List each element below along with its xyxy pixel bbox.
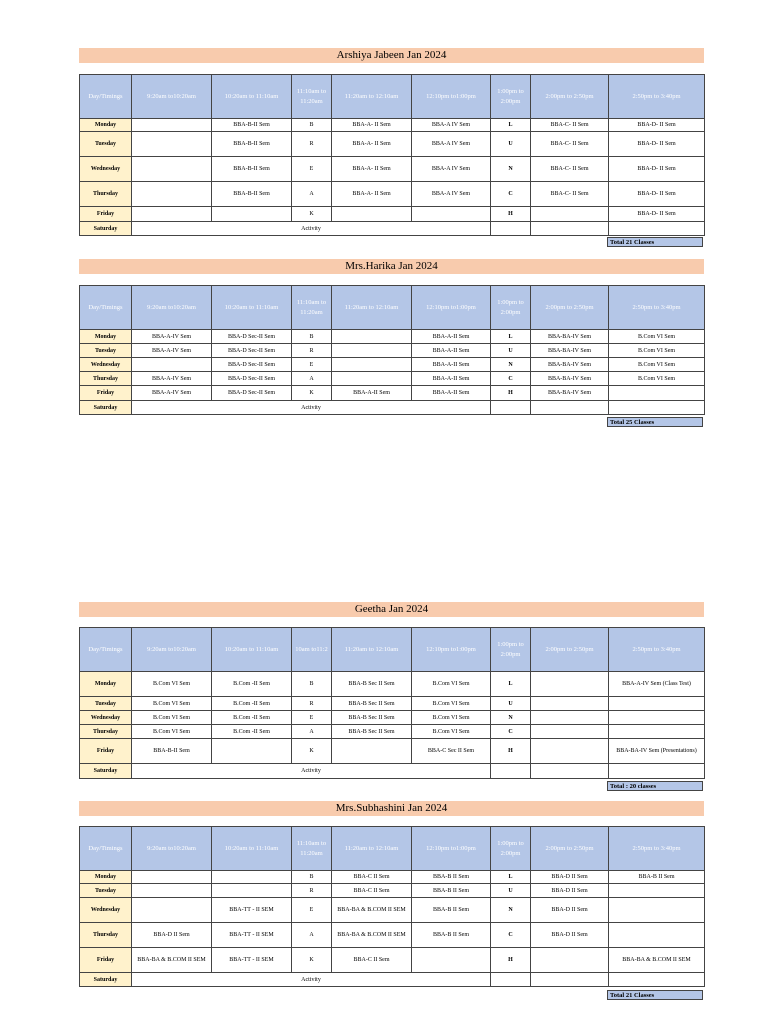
break-cell: A (292, 182, 332, 207)
class-cell (609, 725, 705, 739)
total-classes: Total 21 Classes (607, 990, 703, 1000)
class-cell: BBA-BA & B.COM II SEM (132, 948, 212, 973)
table-row (80, 401, 705, 415)
timetable-title: Mrs.Subhashini Jan 2024 (79, 801, 704, 816)
lunch-cell: C (491, 923, 531, 948)
class-cell (132, 132, 212, 157)
class-cell (531, 973, 609, 987)
class-cell (132, 182, 212, 207)
class-cell (412, 948, 491, 973)
class-cell (332, 372, 412, 386)
class-cell: BBA-A-IV Sem (132, 330, 212, 344)
class-cell (332, 739, 412, 764)
class-cell: BBA-C- II Sem (531, 119, 609, 132)
class-cell (212, 871, 292, 884)
class-cell: BBA-B II Sem (412, 923, 491, 948)
header-cell: 2:00pm to 2:50pm (531, 827, 609, 871)
class-cell: B.Com VI Sem (609, 344, 705, 358)
day-cell: Wednesday (80, 157, 132, 182)
class-cell (531, 739, 609, 764)
timetable-grid (79, 826, 705, 987)
lunch-cell: U (491, 344, 531, 358)
class-cell: BBA-D Sec-II Sem (212, 344, 292, 358)
lunch-cell: U (491, 697, 531, 711)
class-cell (212, 884, 292, 898)
class-cell (132, 884, 212, 898)
header-cell: 12:10pm to1:00pm (412, 827, 491, 871)
break-cell: E (292, 358, 332, 372)
class-cell (531, 948, 609, 973)
class-cell (332, 344, 412, 358)
header-cell: 11:20am to 12:10am (332, 628, 412, 672)
header-cell: Day/Timings (80, 286, 132, 330)
table-row (80, 884, 705, 898)
day-cell: Monday (80, 871, 132, 884)
class-cell: BBA-BA-IV Sem (531, 358, 609, 372)
class-cell: BBA-B II Sem (412, 898, 491, 923)
class-cell: BBA-D II Sem (531, 871, 609, 884)
timetable-title: Arshiya Jabeen Jan 2024 (79, 48, 704, 63)
class-cell: BBA-C Sec II Sem (412, 739, 491, 764)
class-cell: B.Com VI Sem (609, 330, 705, 344)
class-cell: BBA-A-IV Sem (132, 372, 212, 386)
class-cell: BBA-A IV Sem (412, 182, 491, 207)
class-cell: B.Com VI Sem (412, 725, 491, 739)
day-cell: Thursday (80, 372, 132, 386)
table-row (80, 871, 705, 884)
day-cell: Saturday (80, 973, 132, 987)
table-row (80, 711, 705, 725)
lunch-cell: L (491, 119, 531, 132)
header-row (80, 827, 705, 871)
lunch-cell: N (491, 358, 531, 372)
class-cell (531, 222, 609, 236)
header-cell: Day/Timings (80, 75, 132, 119)
break-cell: K (292, 386, 332, 401)
day-cell: Wednesday (80, 898, 132, 923)
table-row (80, 344, 705, 358)
class-cell: BBA-TT - II SEM (212, 898, 292, 923)
break-cell: K (292, 948, 332, 973)
class-cell (531, 697, 609, 711)
table-row (80, 764, 705, 779)
day-cell: Tuesday (80, 132, 132, 157)
header-cell: 1:00pm to 2:00pm (491, 75, 531, 119)
total-classes: Total 21 Classes (607, 237, 703, 247)
total-classes: Total : 20 classes (607, 781, 703, 791)
class-cell: B.Com VI Sem (609, 358, 705, 372)
break-cell: R (292, 884, 332, 898)
class-cell (332, 207, 412, 222)
break-cell: K (292, 739, 332, 764)
break-cell: E (292, 157, 332, 182)
header-cell: 10am to11:2 (292, 628, 332, 672)
class-cell: BBA-A-IV Sem (132, 344, 212, 358)
table-row (80, 222, 705, 236)
table-row (80, 182, 705, 207)
class-cell (609, 711, 705, 725)
class-cell: BBA-D- II Sem (609, 132, 705, 157)
class-cell (332, 358, 412, 372)
class-cell: BBA-B Sec II Sem (332, 711, 412, 725)
header-cell: 12:10pm to1:00pm (412, 286, 491, 330)
header-cell: 11:10am to 11:20am (292, 75, 332, 119)
class-cell: B.Com VI Sem (412, 711, 491, 725)
class-cell (609, 898, 705, 923)
class-cell: BBA-A- II Sem (332, 119, 412, 132)
header-cell: 2:00pm to 2:50pm (531, 286, 609, 330)
class-cell: BBA-C- II Sem (531, 182, 609, 207)
header-cell: Day/Timings (80, 827, 132, 871)
activity-cell: Activity (132, 764, 491, 779)
day-cell: Friday (80, 386, 132, 401)
class-cell: BBA-C II Sem (332, 884, 412, 898)
class-cell (531, 207, 609, 222)
class-cell (332, 330, 412, 344)
class-cell: BBA-B II Sem (609, 871, 705, 884)
lunch-cell: L (491, 330, 531, 344)
class-cell (212, 739, 292, 764)
day-cell: Monday (80, 330, 132, 344)
lunch-cell: H (491, 207, 531, 222)
break-cell: R (292, 132, 332, 157)
day-cell: Friday (80, 948, 132, 973)
lunch-cell: C (491, 182, 531, 207)
class-cell (609, 923, 705, 948)
table-row (80, 330, 705, 344)
break-cell: B (292, 672, 332, 697)
class-cell (531, 401, 609, 415)
lunch-cell: H (491, 386, 531, 401)
class-cell: BBA-BA & B.COM II SEM (332, 898, 412, 923)
class-cell: B.Com -II Sem (212, 725, 292, 739)
class-cell: BBA-TT - II SEM (212, 948, 292, 973)
header-cell: 2:00pm to 2:50pm (531, 628, 609, 672)
day-cell: Wednesday (80, 711, 132, 725)
class-cell (132, 207, 212, 222)
class-cell: BBA-A- II Sem (332, 157, 412, 182)
class-cell: BBA-B-II Sem (212, 157, 292, 182)
class-cell: B.Com -II Sem (212, 697, 292, 711)
header-cell: 11:20am to 12:10am (332, 75, 412, 119)
lunch-cell: C (491, 372, 531, 386)
class-cell: BBA-A IV Sem (412, 119, 491, 132)
table-row (80, 207, 705, 222)
header-row (80, 628, 705, 672)
day-cell: Thursday (80, 725, 132, 739)
day-cell: Wednesday (80, 358, 132, 372)
table-row (80, 132, 705, 157)
lunch-cell: L (491, 871, 531, 884)
day-cell: Friday (80, 207, 132, 222)
class-cell (132, 871, 212, 884)
table-row (80, 898, 705, 923)
class-cell: BBA-A-II Sem (412, 386, 491, 401)
class-cell: BBA-A- II Sem (332, 182, 412, 207)
class-cell (132, 119, 212, 132)
class-cell: BBA-BA-IV Sem (531, 386, 609, 401)
class-cell: B.Com -II Sem (212, 672, 292, 697)
class-cell: BBA-BA-IV Sem (531, 372, 609, 386)
class-cell: BBA-D II Sem (132, 923, 212, 948)
class-cell: B.Com VI Sem (412, 672, 491, 697)
header-cell: 10:20am to 11:10am (212, 827, 292, 871)
break-cell: E (292, 898, 332, 923)
class-cell: BBA-D II Sem (531, 884, 609, 898)
header-row (80, 75, 705, 119)
class-cell (212, 207, 292, 222)
class-cell (132, 358, 212, 372)
header-cell: 1:00pm to 2:00pm (491, 628, 531, 672)
class-cell: B.Com VI Sem (132, 725, 212, 739)
header-cell: 1:00pm to 2:00pm (491, 827, 531, 871)
class-cell: BBA-B II Sem (412, 871, 491, 884)
class-cell (609, 386, 705, 401)
break-cell: R (292, 697, 332, 711)
class-cell: BBA-B-II Sem (212, 132, 292, 157)
class-cell: BBA-B-II Sem (132, 739, 212, 764)
table-row (80, 973, 705, 987)
table-row (80, 358, 705, 372)
class-cell (491, 764, 531, 779)
activity-cell: Activity (132, 401, 491, 415)
table-row (80, 157, 705, 182)
break-cell: A (292, 923, 332, 948)
break-cell: B (292, 871, 332, 884)
day-cell: Monday (80, 119, 132, 132)
lunch-cell: U (491, 132, 531, 157)
header-cell: 1:00pm to 2:00pm (491, 286, 531, 330)
class-cell: BBA-D Sec-II Sem (212, 386, 292, 401)
table-row (80, 697, 705, 711)
header-cell: 2:50pm to 3:40pm (609, 628, 705, 672)
header-cell: 2:50pm to 3:40pm (609, 827, 705, 871)
break-cell: R (292, 344, 332, 358)
class-cell: BBA-TT - II SEM (212, 923, 292, 948)
class-cell (531, 725, 609, 739)
header-cell: 2:50pm to 3:40pm (609, 286, 705, 330)
class-cell (491, 401, 531, 415)
class-cell (132, 898, 212, 923)
class-cell: BBA-A- II Sem (332, 132, 412, 157)
class-cell: BBA-A IV Sem (412, 132, 491, 157)
timetable-grid (79, 285, 705, 415)
class-cell (609, 973, 705, 987)
header-cell: 2:50pm to 3:40pm (609, 75, 705, 119)
lunch-cell: H (491, 948, 531, 973)
class-cell: BBA-B-II Sem (212, 182, 292, 207)
header-cell: 9:20am to10:20am (132, 286, 212, 330)
class-cell: BBA-D Sec-II Sem (212, 372, 292, 386)
class-cell: BBA-A-IV Sem (132, 386, 212, 401)
class-cell: BBA-C- II Sem (531, 132, 609, 157)
class-cell: BBA-D Sec-II Sem (212, 358, 292, 372)
timetable-title: Geetha Jan 2024 (79, 602, 704, 617)
class-cell: BBA-A IV Sem (412, 157, 491, 182)
class-cell: BBA-A-II Sem (412, 344, 491, 358)
lunch-cell: N (491, 898, 531, 923)
table-row (80, 372, 705, 386)
day-cell: Friday (80, 739, 132, 764)
class-cell (609, 401, 705, 415)
class-cell (531, 711, 609, 725)
day-cell: Thursday (80, 182, 132, 207)
class-cell: BBA-B Sec II Sem (332, 697, 412, 711)
class-cell (132, 157, 212, 182)
table-row (80, 739, 705, 764)
class-cell (609, 222, 705, 236)
break-cell: K (292, 207, 332, 222)
lunch-cell: H (491, 739, 531, 764)
header-cell: 10:20am to 11:10am (212, 286, 292, 330)
class-cell: BBA-B II Sem (412, 884, 491, 898)
class-cell: BBA-BA & B.COM II SEM (332, 923, 412, 948)
table-row (80, 119, 705, 132)
header-cell: 12:10pm to1:00pm (412, 628, 491, 672)
class-cell (531, 672, 609, 697)
table-row (80, 672, 705, 697)
class-cell (609, 764, 705, 779)
header-cell: 12:10pm to1:00pm (412, 75, 491, 119)
class-cell: BBA-D- II Sem (609, 119, 705, 132)
table-row (80, 948, 705, 973)
header-cell: 11:10am to 11:20am (292, 286, 332, 330)
class-cell: BBA-B Sec II Sem (332, 725, 412, 739)
class-cell: BBA-C- II Sem (531, 157, 609, 182)
class-cell (609, 884, 705, 898)
class-cell (491, 973, 531, 987)
day-cell: Tuesday (80, 884, 132, 898)
class-cell: BBA-BA-IV Sem (531, 344, 609, 358)
day-cell: Monday (80, 672, 132, 697)
class-cell (609, 697, 705, 711)
header-cell: 11:20am to 12:10am (332, 286, 412, 330)
lunch-cell: L (491, 672, 531, 697)
header-cell: 11:10am to 11:20am (292, 827, 332, 871)
class-cell: BBA-A-II Sem (412, 372, 491, 386)
break-cell: B (292, 330, 332, 344)
day-cell: Saturday (80, 401, 132, 415)
header-cell: 9:20am to10:20am (132, 827, 212, 871)
activity-cell: Activity (132, 222, 491, 236)
lunch-cell: N (491, 157, 531, 182)
class-cell: BBA-D- II Sem (609, 207, 705, 222)
header-cell: 9:20am to10:20am (132, 628, 212, 672)
class-cell: BBA-A-II Sem (332, 386, 412, 401)
timetable-grid (79, 627, 705, 779)
header-cell: 10:20am to 11:10am (212, 628, 292, 672)
break-cell: A (292, 725, 332, 739)
day-cell: Tuesday (80, 697, 132, 711)
class-cell: B.Com VI Sem (412, 697, 491, 711)
header-cell: 11:20am to 12:10am (332, 827, 412, 871)
class-cell: B.Com VI Sem (609, 372, 705, 386)
break-cell: B (292, 119, 332, 132)
class-cell: BBA-B Sec II Sem (332, 672, 412, 697)
break-cell: E (292, 711, 332, 725)
class-cell: BBA-D II Sem (531, 923, 609, 948)
header-row (80, 286, 705, 330)
timetable-title: Mrs.Harika Jan 2024 (79, 259, 704, 274)
total-classes: Total 25 Classes (607, 417, 703, 427)
class-cell: B.Com -II Sem (212, 711, 292, 725)
class-cell (412, 207, 491, 222)
class-cell: BBA-D- II Sem (609, 182, 705, 207)
class-cell: BBA-C II Sem (332, 948, 412, 973)
lunch-cell: N (491, 711, 531, 725)
header-cell: 9:20am to10:20am (132, 75, 212, 119)
table-row (80, 725, 705, 739)
class-cell: B.Com VI Sem (132, 711, 212, 725)
day-cell: Thursday (80, 923, 132, 948)
class-cell: BBA-BA & B.COM II SEM (609, 948, 705, 973)
class-cell: BBA-BA-IV Sem (531, 330, 609, 344)
header-cell: 10:20am to 11:10am (212, 75, 292, 119)
class-cell: BBA-D II Sem (531, 898, 609, 923)
header-cell: Day/Timings (80, 628, 132, 672)
day-cell: Saturday (80, 222, 132, 236)
class-cell: BBA-D Sec-II Sem (212, 330, 292, 344)
timetable-grid (79, 74, 705, 236)
class-cell: BBA-C II Sem (332, 871, 412, 884)
class-cell (531, 764, 609, 779)
class-cell: BBA-A-IV Sem (Class Test) (609, 672, 705, 697)
table-row (80, 386, 705, 401)
day-cell: Saturday (80, 764, 132, 779)
header-cell: 2:00pm to 2:50pm (531, 75, 609, 119)
table-row (80, 923, 705, 948)
class-cell: BBA-A-II Sem (412, 358, 491, 372)
class-cell: BBA-D- II Sem (609, 157, 705, 182)
class-cell (491, 222, 531, 236)
class-cell: BBA-BA-IV Sem (Presentations) (609, 739, 705, 764)
class-cell: B.Com VI Sem (132, 672, 212, 697)
day-cell: Tuesday (80, 344, 132, 358)
class-cell: BBA-B-II Sem (212, 119, 292, 132)
lunch-cell: U (491, 884, 531, 898)
activity-cell: Activity (132, 973, 491, 987)
lunch-cell: C (491, 725, 531, 739)
class-cell: B.Com VI Sem (132, 697, 212, 711)
class-cell: BBA-A-II Sem (412, 330, 491, 344)
break-cell: A (292, 372, 332, 386)
